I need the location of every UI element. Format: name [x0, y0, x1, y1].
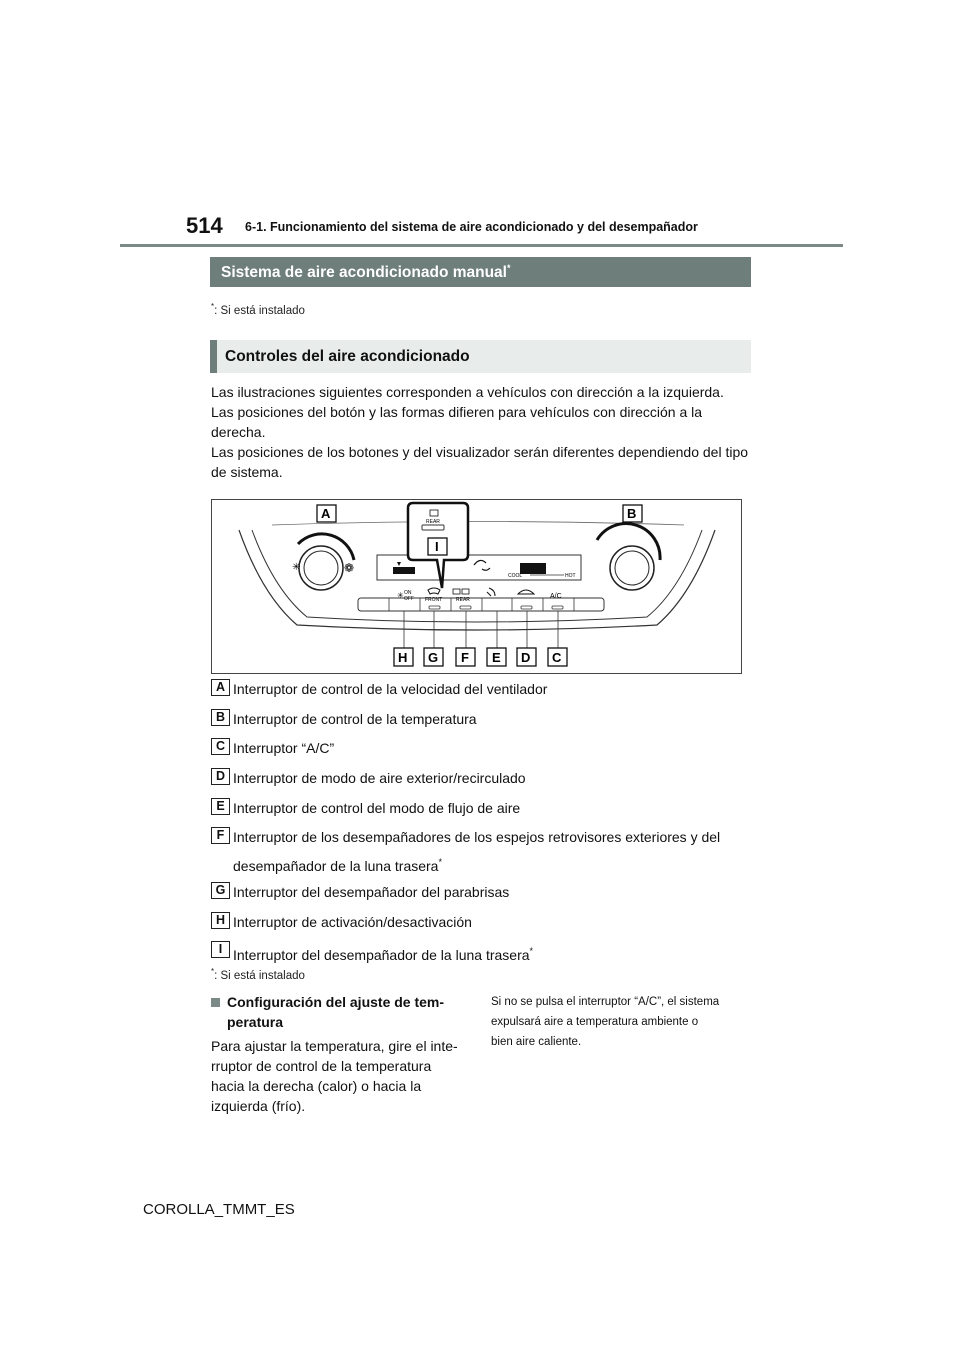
callout-letter-E [487, 648, 506, 666]
legend-text-f: Interruptor de los desempañadores de los espejos retrovisores exteriores y del [233, 829, 721, 845]
legend-key-i: I [211, 941, 230, 958]
temperature-body-line3: hacia la derecha (calor) o hacia la [211, 1078, 422, 1094]
legend-text-d: Interruptor de modo de aire exterior/recirculado [233, 770, 526, 786]
ac-note-line2: expulsará aire a temperatura ambiente o [491, 1016, 699, 1028]
mirror-defog-icon [453, 589, 460, 594]
legend-text-f-line2 [233, 852, 753, 876]
section-heading [210, 257, 751, 287]
svg-text:C: C [552, 650, 562, 665]
legend-key-d: D [211, 768, 230, 785]
legend-text-h: Interruptor de activación/desactivación [233, 914, 472, 930]
svg-text:I: I [435, 539, 439, 554]
rear-defog-indicator [422, 525, 444, 530]
legend-text-i-line [233, 941, 753, 965]
section-asterisk: * [506, 263, 511, 273]
intro-paragraph-2: Las posiciones del botón y las formas difieren para vehículos con dirección a la derecha. [211, 404, 703, 440]
fan-low-icon: ✳ [292, 562, 301, 573]
legend-text-i: Interruptor del desempañador de la luna trasera [233, 947, 530, 963]
intro-paragraph-3: Las posiciones de los botones y del visualizador serán diferentes dependiendo del tipo de sistema. [211, 444, 749, 480]
ac-note-line1: Si no se pulsa el interruptor “A/C”, el sistema [491, 996, 720, 1008]
ac-note [491, 992, 753, 1052]
header-rule [120, 244, 843, 247]
footnote-bottom-mark: * [211, 967, 215, 976]
on-label: ON [404, 590, 412, 596]
ac-control-panel-diagram [211, 499, 742, 674]
temperature-body-line4: izquierda (frío). [211, 1098, 306, 1114]
legend-key-c: C [211, 738, 230, 755]
footnote-bottom-text: : Si está instalado [214, 970, 305, 982]
off-label: OFF [404, 596, 414, 602]
footnote-top-text: : Si está instalado [214, 305, 305, 317]
footnote-bottom [211, 967, 305, 982]
legend-key-b: B [211, 709, 230, 726]
legend-key-g: G [211, 882, 230, 899]
intro-text [211, 382, 756, 482]
callout-letter-F [456, 648, 475, 666]
callout-letter-A [317, 505, 336, 522]
legend-text-e: Interruptor de control del modo de flujo de aire [233, 800, 521, 816]
legend-key-f: F [211, 827, 230, 844]
rear-top-label: REAR [426, 519, 440, 525]
section-title: Sistema de aire acondicionado manual [221, 264, 507, 281]
fan-speed-knob [299, 546, 343, 590]
svg-text:F: F [461, 650, 469, 665]
bullet-square-icon [211, 998, 220, 1007]
legend-text-c: Interruptor “A/C” [233, 740, 335, 756]
chapter-title: 6-1. Funcionamiento del sistema de aire acondicionado y del desempañador [245, 220, 698, 234]
svg-text:G: G [428, 650, 439, 665]
legend-key-h: H [211, 912, 230, 929]
temperature-heading [211, 992, 473, 1032]
cool-label: COOL [508, 573, 523, 579]
hot-label: HOT [565, 573, 576, 579]
legend-text-g: Interruptor del desempañador del parabrisas [233, 884, 510, 900]
rear-defog-icon-small [462, 589, 469, 594]
footer-code: COROLLA_TMMT_ES [143, 1201, 295, 1218]
fan-high-icon: ❁ [344, 561, 355, 575]
callout-letter-B [623, 505, 642, 522]
ac-label: A/C [550, 593, 562, 600]
callout-letter-D [517, 648, 536, 666]
footnote-top-mark: * [211, 302, 215, 311]
svg-text:E: E [492, 650, 501, 665]
legend-key-e: E [211, 798, 230, 815]
callout-letter-H [394, 648, 413, 666]
svg-text:B: B [627, 506, 637, 521]
temperature-body-line2: rruptor de control de la temperatura [211, 1058, 432, 1074]
temperature-heading-line2: peratura [227, 1014, 284, 1030]
button-strip [358, 598, 604, 611]
rear-label: REAR [456, 597, 470, 603]
legend-i-asterisk: * [529, 946, 534, 956]
ac-note-line3: bien aire caliente. [491, 1036, 582, 1048]
svg-text:H: H [398, 650, 408, 665]
temp-level-block [520, 563, 546, 574]
legend-item-f [211, 827, 756, 874]
temperature-knob [610, 546, 654, 590]
temperature-body-line1: Para ajustar la temperatura, gire el inte- [211, 1038, 458, 1054]
front-label: FRONT [425, 597, 443, 603]
recirculation-icon [518, 590, 534, 594]
legend-text-b: Interruptor de control de la temperatura [233, 711, 477, 727]
callout-letter-I [428, 538, 447, 555]
temperature-heading-line1: Configuración del ajuste de tem- [227, 994, 445, 1010]
callout-letter-G [424, 648, 443, 666]
svg-text:A: A [321, 506, 331, 521]
temperature-body [211, 1036, 473, 1116]
fan-level-bars [393, 567, 415, 574]
legend-f-asterisk: * [438, 857, 442, 867]
airflow-mode-icon [487, 588, 495, 596]
intro-paragraph-1: Las ilustraciones siguientes corresponden a vehículos con dirección a la izquierda. [211, 384, 724, 400]
callout-letter-C [548, 648, 567, 666]
legend-text-f-cont: desempañador de la luna trasera [233, 858, 439, 874]
subsection-heading: Controles del aire acondicionado [210, 340, 751, 373]
footnote-top [211, 302, 305, 317]
legend-key-a: A [211, 679, 230, 696]
front-defrost-icon [428, 588, 440, 594]
svg-text:D: D [521, 650, 531, 665]
onoff-fan-icon: ✳ [397, 591, 404, 600]
page-number: 514 [186, 213, 223, 238]
legend-text-a: Interruptor de control de la velocidad del ventilador [233, 681, 548, 697]
ac-panel-illustration [212, 500, 741, 673]
